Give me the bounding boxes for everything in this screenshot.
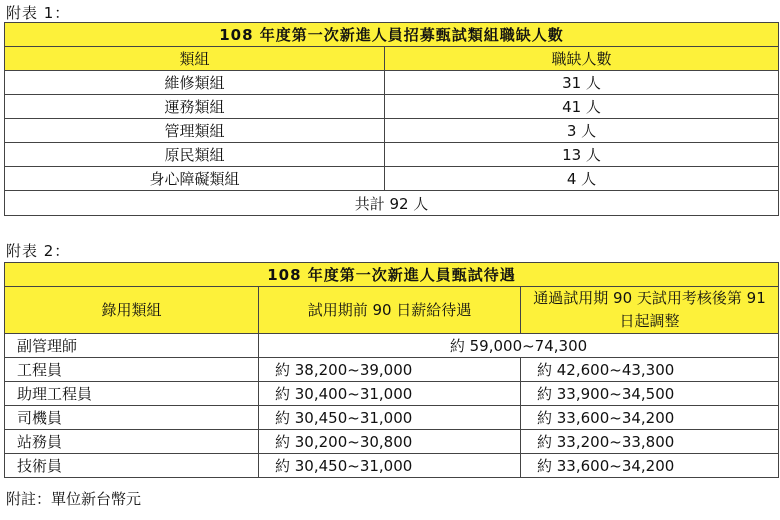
- adjusted-pay-cell: 約 42,600~43,300: [521, 358, 779, 382]
- table-row: [5, 430, 779, 454]
- header-category: 類組: [5, 47, 385, 71]
- vacancy-table: [4, 22, 779, 216]
- adjusted-pay-cell: 約 33,900~34,500: [521, 382, 779, 406]
- adjusted-pay-cell: 約 33,600~34,200: [521, 406, 779, 430]
- probation-pay-cell: 約 30,400~31,000: [259, 382, 521, 406]
- header-adjusted-pay: 通過試用期 90 天試用考核後第 91 日起調整: [521, 287, 779, 334]
- count-cell: 13 人: [385, 143, 779, 167]
- table1-caption: 附表 1：: [6, 4, 71, 22]
- category-cell: 身心障礙類組: [5, 167, 385, 191]
- total-cell: 共計 92 人: [5, 191, 779, 216]
- category-cell: 工程員: [5, 358, 259, 382]
- probation-pay-cell: 約 30,200~30,800: [259, 430, 521, 454]
- header-vacancy-count: 職缺人數: [385, 47, 779, 71]
- table-row: [5, 358, 779, 382]
- count-cell: 41 人: [385, 95, 779, 119]
- probation-pay-cell: 約 30,450~31,000: [259, 406, 521, 430]
- category-cell: 運務類組: [5, 95, 385, 119]
- adjusted-pay-cell: 約 33,200~33,800: [521, 430, 779, 454]
- header-probation-pay: 試用期前 90 日薪給待遇: [259, 287, 521, 334]
- category-cell: 副管理師: [5, 334, 259, 358]
- probation-pay-cell: 約 30,450~31,000: [259, 454, 521, 478]
- table-row: [5, 382, 779, 406]
- table-row: [5, 167, 779, 191]
- count-cell: 3 人: [385, 119, 779, 143]
- category-cell: 司機員: [5, 406, 259, 430]
- table-row: [5, 119, 779, 143]
- table-row: [5, 95, 779, 119]
- header-hiring-category: 錄用類組: [5, 287, 259, 334]
- vacancy-table-title: 108 年度第一次新進人員招募甄試類組職缺人數: [5, 23, 779, 47]
- count-cell: 4 人: [385, 167, 779, 191]
- probation-pay-cell: 約 38,200~39,000: [259, 358, 521, 382]
- table-row: [5, 71, 779, 95]
- table-row: [5, 143, 779, 167]
- category-cell: 技術員: [5, 454, 259, 478]
- table-row: [5, 454, 779, 478]
- table-row: [5, 406, 779, 430]
- salary-table: [4, 262, 779, 478]
- category-cell: 原民類組: [5, 143, 385, 167]
- salary-table-title: 108 年度第一次新進人員甄試待遇: [5, 263, 779, 287]
- category-cell: 管理類組: [5, 119, 385, 143]
- category-cell: 維修類組: [5, 71, 385, 95]
- count-cell: 31 人: [385, 71, 779, 95]
- table2-caption: 附表 2：: [6, 242, 71, 260]
- category-cell: 助理工程員: [5, 382, 259, 406]
- adjusted-pay-cell: 約 33,600~34,200: [521, 454, 779, 478]
- table-row: [5, 334, 779, 358]
- category-cell: 站務員: [5, 430, 259, 454]
- merged-salary-cell: 約 59,000~74,300: [259, 334, 779, 358]
- footnote: 附註：單位新台幣元: [6, 490, 142, 508]
